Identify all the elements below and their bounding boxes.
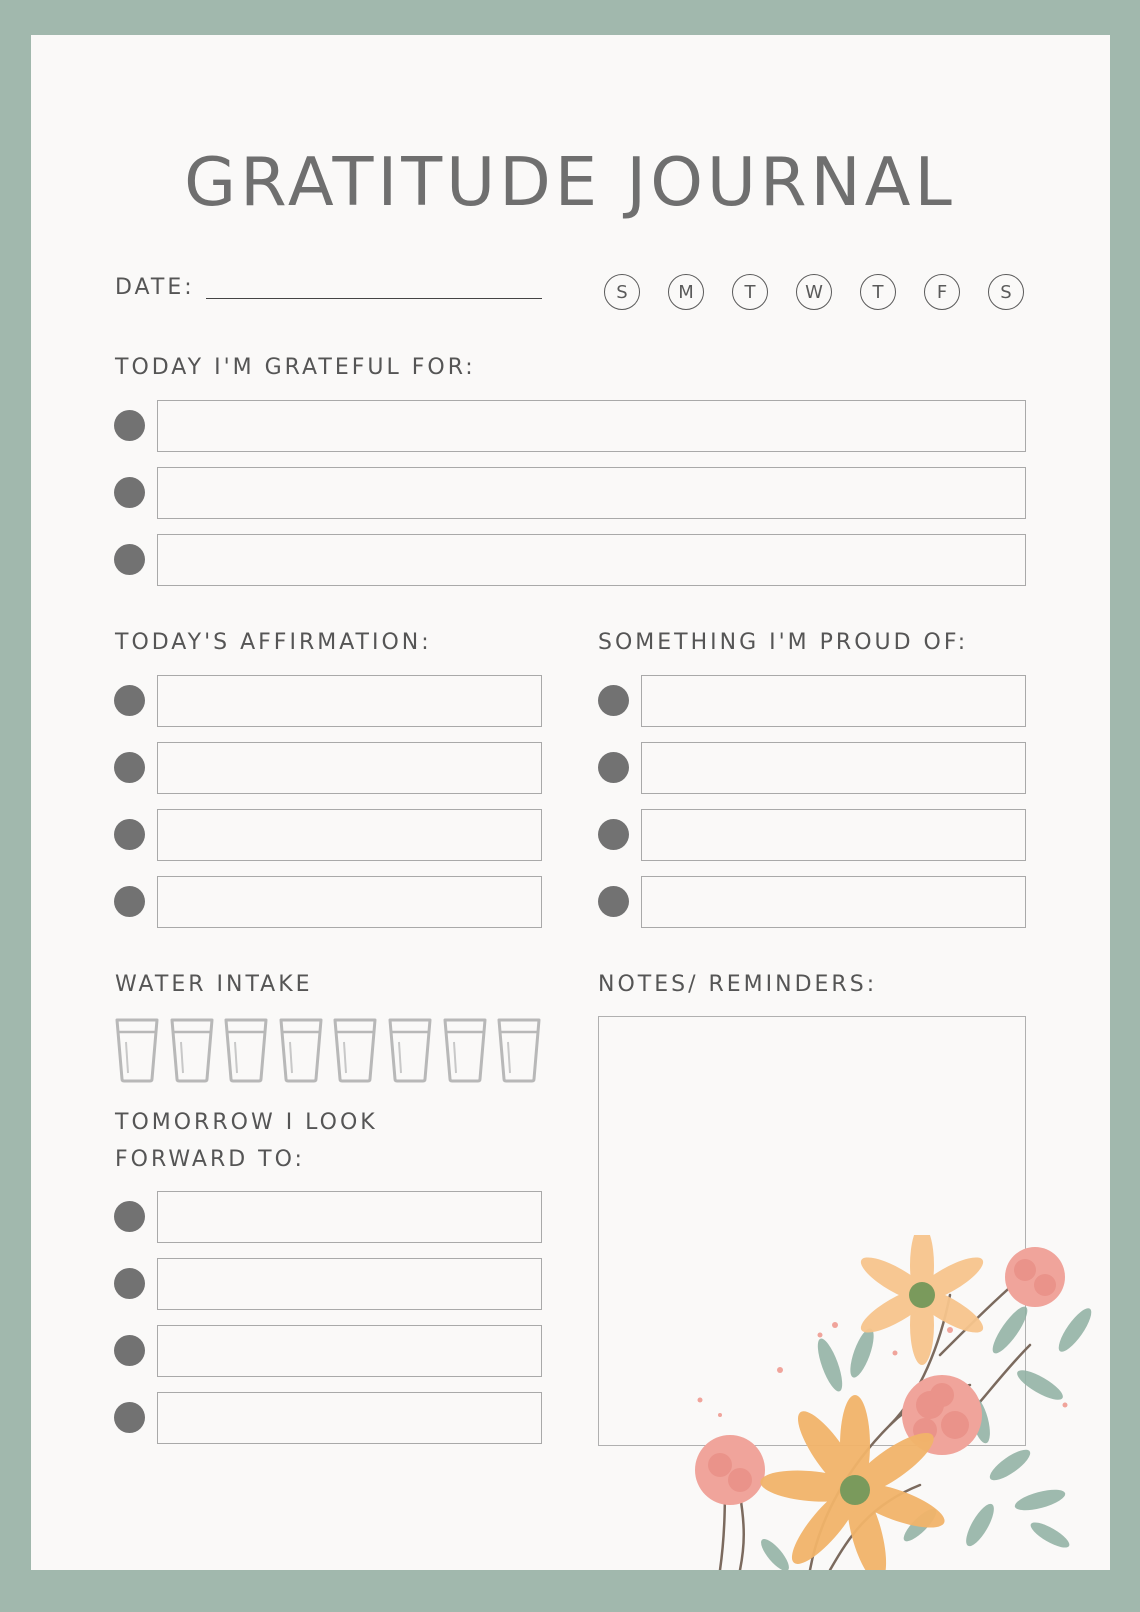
affirmation-heading: TODAY'S AFFIRMATION: xyxy=(115,630,432,655)
weekday-circle[interactable]: T xyxy=(860,274,896,310)
affirmation-entry-field[interactable] xyxy=(157,742,542,794)
glass-of-water-icon[interactable] xyxy=(442,1017,488,1083)
affirmation-entry-field[interactable] xyxy=(157,809,542,861)
bullet-dot xyxy=(598,752,629,783)
bullet-dot xyxy=(598,886,629,917)
proud-entry-field[interactable] xyxy=(641,675,1026,727)
grateful-heading: TODAY I'M GRATEFUL FOR: xyxy=(115,355,476,380)
bullet-dot xyxy=(114,1402,145,1433)
affirmation-entry-field[interactable] xyxy=(157,675,542,727)
date-label: DATE: xyxy=(115,275,195,300)
bullet-dot xyxy=(114,685,145,716)
bullet-dot xyxy=(598,685,629,716)
weekday-circle[interactable]: S xyxy=(604,274,640,310)
bullet-dot xyxy=(114,752,145,783)
affirmation-entry-field[interactable] xyxy=(157,876,542,928)
bullet-dot xyxy=(114,544,145,575)
glass-of-water-icon[interactable] xyxy=(169,1017,215,1083)
weekday-circle[interactable]: W xyxy=(796,274,832,310)
grateful-entry-field[interactable] xyxy=(157,400,1026,452)
tomorrow-entry-field[interactable] xyxy=(157,1325,542,1377)
date-field-line[interactable] xyxy=(206,298,542,299)
weekday-circle[interactable]: F xyxy=(924,274,960,310)
bullet-dot xyxy=(114,886,145,917)
bullet-dot xyxy=(114,1201,145,1232)
grateful-entry-field[interactable] xyxy=(157,534,1026,586)
glass-of-water-icon[interactable] xyxy=(114,1017,160,1083)
bullet-dot xyxy=(114,1335,145,1366)
tomorrow-entry-field[interactable] xyxy=(157,1258,542,1310)
glass-of-water-icon[interactable] xyxy=(223,1017,269,1083)
water-intake-heading: WATER INTAKE xyxy=(115,972,313,997)
bullet-dot xyxy=(114,477,145,508)
bullet-dot xyxy=(598,819,629,850)
tomorrow-entry-field[interactable] xyxy=(157,1191,542,1243)
glass-of-water-icon[interactable] xyxy=(387,1017,433,1083)
glass-of-water-icon[interactable] xyxy=(496,1017,542,1083)
notes-heading: NOTES/ REMINDERS: xyxy=(598,972,878,997)
bullet-dot xyxy=(114,819,145,850)
weekday-circle[interactable]: M xyxy=(668,274,704,310)
page-title: GRATITUDE JOURNAL xyxy=(184,143,956,221)
grateful-entry-field[interactable] xyxy=(157,467,1026,519)
weekday-circle[interactable]: S xyxy=(988,274,1024,310)
floral-illustration xyxy=(680,1235,1110,1570)
proud-entry-field[interactable] xyxy=(641,876,1026,928)
tomorrow-heading-line-1: TOMORROW I LOOK xyxy=(115,1110,378,1135)
proud-heading: SOMETHING I'M PROUD OF: xyxy=(598,630,969,655)
tomorrow-heading-line-2: FORWARD TO: xyxy=(115,1147,305,1172)
weekday-circle[interactable]: T xyxy=(732,274,768,310)
tomorrow-entry-field[interactable] xyxy=(157,1392,542,1444)
glass-of-water-icon[interactable] xyxy=(332,1017,378,1083)
glass-of-water-icon[interactable] xyxy=(278,1017,324,1083)
proud-entry-field[interactable] xyxy=(641,742,1026,794)
proud-entry-field[interactable] xyxy=(641,809,1026,861)
bullet-dot xyxy=(114,1268,145,1299)
bullet-dot xyxy=(114,410,145,441)
